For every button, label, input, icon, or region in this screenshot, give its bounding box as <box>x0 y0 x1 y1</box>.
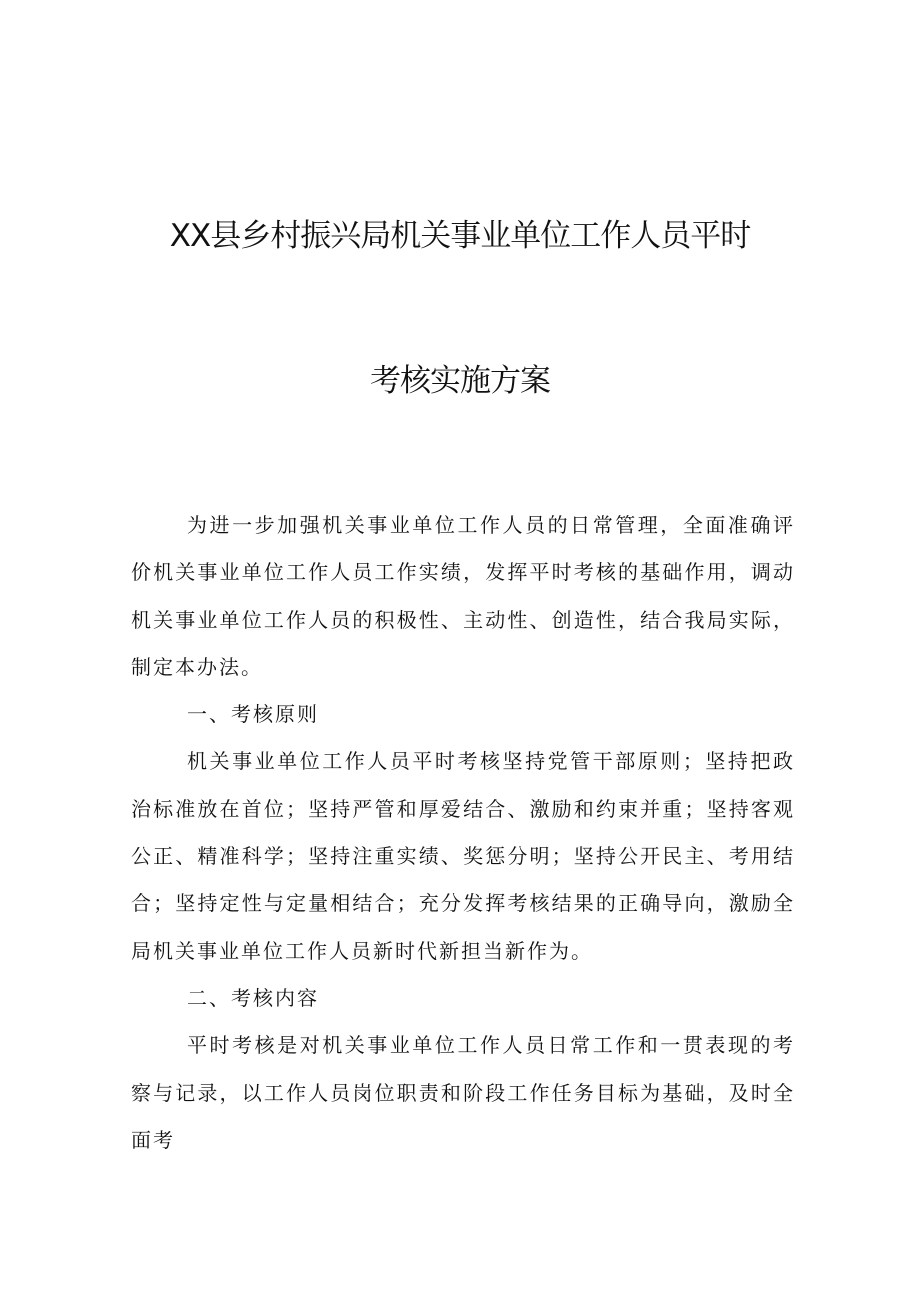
section-heading-content: 二、考核内容 <box>187 985 319 1010</box>
content-paragraph: 平时考核是对机关事业单位工作人员日常工作和一贯表现的考察与记录，以工作人员岗位职责和阶段工作任务目标为基础，及时全面考 <box>131 1033 795 1152</box>
intro-paragraph: 为进一步加强机关事业单位工作人员的日常管理，全面准确评价机关事业单位工作人员工作实绩，发挥平时考核的基础作用，调动机关事业单位工作人员的积极性、主动性、创造性，结合我局实际，制定本办法。 <box>131 513 795 679</box>
document-title-line2: 考核实施方案 <box>370 363 550 399</box>
section-heading-principles: 一、考核原则 <box>187 702 319 727</box>
document-title-line1: XX县乡村振兴局机关事业单位工作人员平时 <box>169 218 751 254</box>
principles-paragraph: 机关事业单位工作人员平时考核坚持党管干部原则；坚持把政治标准放在首位；坚持严管和厚爱结合、激励和约束并重；坚持客观公正、精准科学；坚持注重实绩、奖惩分明；坚持公开民主、考用结合；坚持定性与定量相结合；充分发挥考核结果的正确导向，激励全局机关事业单位工作人员新时代新担当新作为。 <box>131 749 795 963</box>
document-body <box>131 502 795 1164</box>
